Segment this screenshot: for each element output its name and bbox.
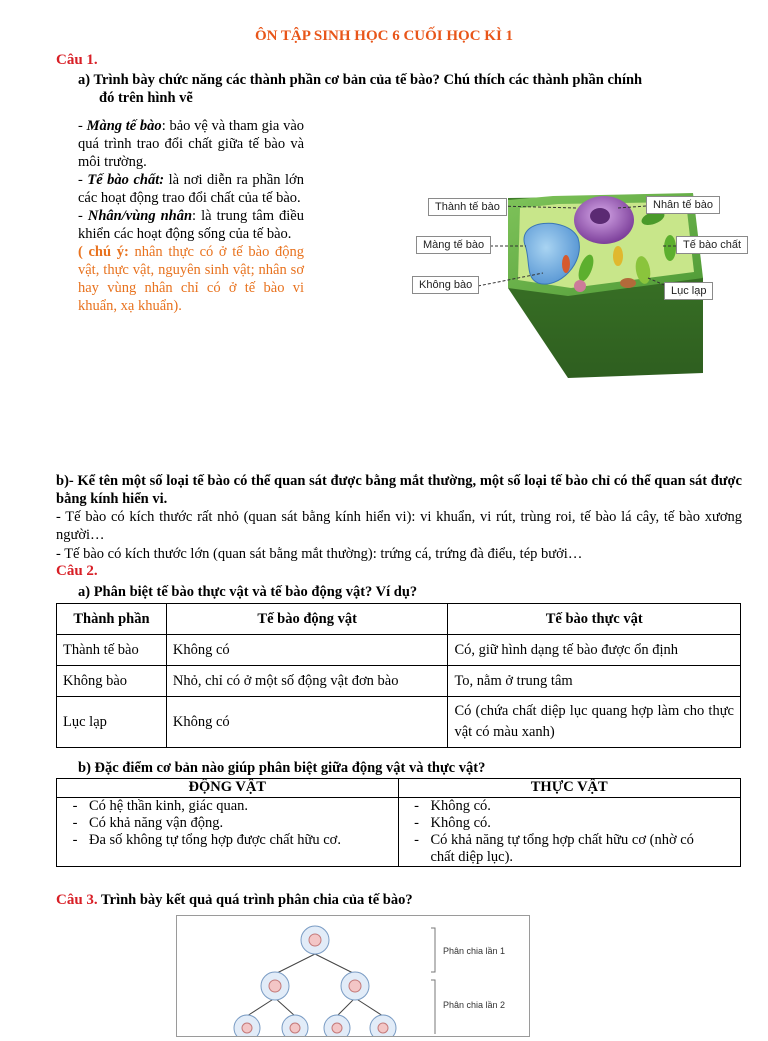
list-item: - Có hệ thần kinh, giác quan. — [72, 798, 249, 814]
list-item: - Đa số không tự tổng hợp được chất hữu cơ. — [72, 832, 341, 848]
table-cell: Có, giữ hình dạng tế bào được ổn định — [448, 635, 741, 666]
table-cell: Thành tế bào — [57, 635, 167, 666]
plant-cell-diagram — [408, 178, 750, 390]
label-cell-wall: Thành tế bào — [428, 198, 507, 216]
animal-header: ĐỘNG VẬT — [57, 779, 399, 798]
list-item: - Có khả năng vận động. — [72, 815, 224, 831]
list-item: - Không có. — [414, 798, 491, 814]
phase-1-label: Phân chia lần 1 — [443, 946, 506, 956]
cell-division-illustration — [177, 916, 529, 1036]
table-row — [57, 697, 741, 748]
phase-2-label: Phân chia lần 2 — [443, 1000, 506, 1010]
function-membrane: - Màng tế bào: bảo vệ và tham gia vào quá trình trao đổi chất giữa tế bào và môi trường. — [78, 118, 304, 170]
q1b-large-cells: - Tế bào có kích thước lớn (quan sát bằng mắt thường): trứng cá, trứng đà điểu, tép bưởi… — [56, 546, 583, 562]
table-cell: To, nằm ở trung tâm — [448, 666, 741, 697]
cell-division-diagram — [176, 915, 530, 1037]
q1-functions — [78, 117, 304, 315]
table-cell: Không bào — [57, 666, 167, 697]
plant-header: THỰC VẬT — [398, 779, 741, 798]
q2b-question: b) Đặc điểm cơ bản nào giúp phân biệt giữa động vật và thực vật? — [78, 760, 486, 776]
q3-label: Câu 3. — [56, 892, 98, 908]
q1a-question-cont: đó trên hình vẽ — [99, 90, 193, 106]
q2-label: Câu 2. — [56, 563, 98, 579]
feature-header-row — [57, 779, 741, 798]
label-vacuole: Không bào — [412, 276, 479, 294]
table-header: Tế bào động vật — [166, 604, 448, 635]
table-header-row — [57, 604, 741, 635]
label-cytoplasm: Tế bào chất — [676, 236, 748, 254]
comparison-table — [56, 603, 741, 748]
label-nucleus: Nhân tế bào — [646, 196, 720, 214]
label-chloroplast: Lục lạp — [664, 282, 713, 300]
feature-row — [57, 798, 741, 867]
q1-label: Câu 1. — [56, 52, 98, 68]
list-item: - Có khả năng tự tổng hợp chất hữu cơ (nhờ có chất diệp lục). — [414, 832, 694, 865]
table-cell: Có (chứa chất diệp lục quang hợp làm cho thực vật có màu xanh) — [448, 697, 741, 748]
table-cell: Không có — [166, 697, 448, 748]
q3-question: Trình bày kết quả quá trình phân chia của tế bào? — [97, 892, 413, 908]
plant-features — [398, 798, 741, 867]
note: ( chú ý: nhân thực có ở tế bào động vật, thực vật, nguyên sinh vật; nhân sơ hay vùng nhân chỉ có ở tế bào vi khuẩn, xạ khuẩn). — [78, 244, 304, 314]
q1b-small-cells: - Tế bào có kích thước rất nhỏ (quan sát bằng kính hiển vi): vi khuẩn, vi rút, trùng roi, tế bào lá cây, tế bào xương người… — [56, 509, 742, 543]
table-header: Thành phần — [57, 604, 167, 635]
table-cell: Lục lạp — [57, 697, 167, 748]
list-item: - Không có. — [414, 815, 491, 831]
function-cytoplasm: - Tế bào chất: là nơi diễn ra phần lớn các hoạt động trao đổi chất của tế bào. — [78, 172, 304, 206]
q3-question-line — [56, 892, 413, 909]
function-nucleus: - Nhân/vùng nhân: là trung tâm điều khiển các hoạt động sống của tế bào. — [78, 208, 304, 242]
table-cell: Không có — [166, 635, 448, 666]
table-header: Tế bào thực vật — [448, 604, 741, 635]
q1a-question: a) Trình bày chức năng các thành phần cơ bản của tế bào? Chú thích các thành phần chính — [78, 72, 643, 88]
q1b-question: b)- Kể tên một số loại tế bào có thể quan sát được bằng mắt thường, một số loại tế bào chỉ có thể quan sát được bằng kính hiển vi. — [56, 473, 742, 507]
label-cell-membrane: Màng tế bào — [416, 236, 491, 254]
q2a-question: a) Phân biệt tế bào thực vật và tế bào động vật? Ví dụ? — [78, 584, 418, 600]
table-row — [57, 635, 741, 666]
page-title: ÔN TẬP SINH HỌC 6 CUỐI HỌC KÌ 1 — [254, 28, 514, 44]
animal-features — [57, 798, 399, 867]
feature-table — [56, 778, 741, 867]
table-row — [57, 666, 741, 697]
table-cell: Nhỏ, chỉ có ở một số động vật đơn bào — [166, 666, 448, 697]
